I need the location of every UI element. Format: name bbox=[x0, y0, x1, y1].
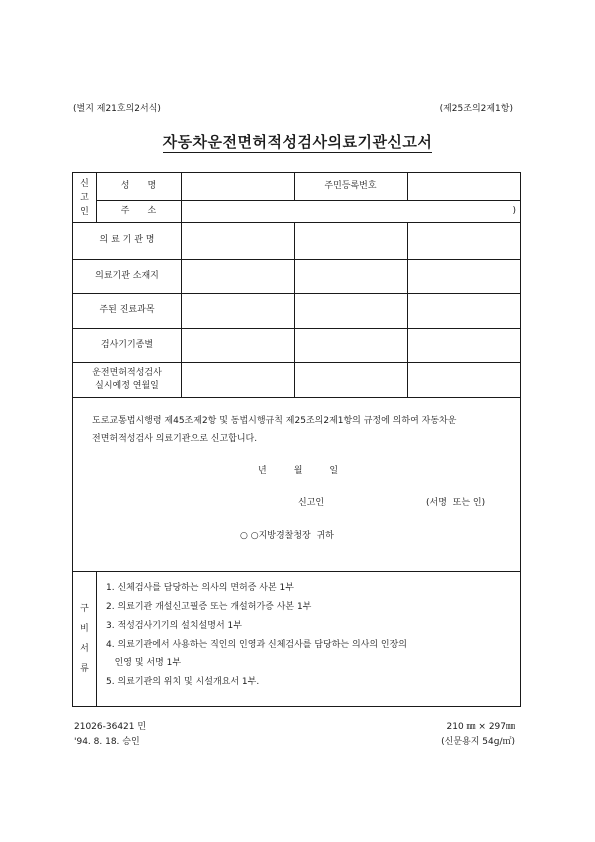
institution-name-field-2[interactable] bbox=[294, 222, 407, 259]
main-department-field-3[interactable] bbox=[407, 293, 520, 328]
signature-note: (서명 또는 인) bbox=[426, 498, 486, 508]
applicant-sign-label: 신고인 bbox=[298, 498, 325, 508]
address-label: 주 소 bbox=[120, 205, 157, 216]
institution-location-label: 의료기관 소재지 bbox=[95, 270, 159, 281]
scheduled-date-label: 운전면허적성검사 실시예정 연월일 bbox=[92, 367, 162, 391]
institution-location-field-1[interactable] bbox=[181, 259, 294, 293]
scheduled-date-field-3[interactable] bbox=[407, 362, 520, 397]
main-department-field-1[interactable] bbox=[181, 293, 294, 328]
name-field[interactable] bbox=[181, 173, 294, 200]
institution-location-field-2[interactable] bbox=[294, 259, 407, 293]
declaration-text: 도로교통법시행령 제45조제2항 및 동법시행규칙 제25조의2제1항의 규정에 의하여 자동차운 전면허적성검사 의료기관으로 신고합니다. bbox=[92, 416, 457, 444]
equipment-type-label: 검사기기종별 bbox=[100, 339, 154, 350]
institution-name-field-1[interactable] bbox=[181, 222, 294, 259]
equipment-type-field-1[interactable] bbox=[181, 328, 294, 362]
equipment-type-field-2[interactable] bbox=[294, 328, 407, 362]
rrn-field[interactable] bbox=[407, 173, 520, 200]
form-number: (별지 제21호의2서식) bbox=[73, 104, 161, 114]
institution-name-field-3[interactable] bbox=[407, 222, 520, 259]
institution-name-label: 의 료 기 관 명 bbox=[99, 235, 155, 245]
attachment-item: 인영 및 서명 1부 bbox=[106, 658, 182, 668]
address-suffix: ) bbox=[512, 205, 516, 216]
main-department-field-2[interactable] bbox=[294, 293, 407, 328]
addressee: ○ ○지방경찰청장 귀하 bbox=[240, 531, 334, 541]
form-title: 자동차운전면허적성검사의료기관신고서 bbox=[162, 133, 433, 151]
scheduled-date-field-2[interactable] bbox=[294, 362, 407, 397]
attachment-item: 2. 의료기관 개설신고필증 또는 개설허가증 사본 1부 bbox=[106, 602, 312, 612]
main-department-label: 주된 진료과목 bbox=[99, 305, 155, 315]
institution-location-field-3[interactable] bbox=[407, 259, 520, 293]
rrn-label: 주민등록번호 bbox=[324, 181, 377, 191]
applicant-group-label: 신 고 인 bbox=[80, 178, 89, 217]
footer-paper-type: (신문용지 54g/㎡) bbox=[441, 737, 515, 747]
equipment-type-field-3[interactable] bbox=[407, 328, 520, 362]
attachment-item: 4. 의료기관에서 사용하는 직인의 인영과 신체검사를 담당하는 의사의 인장의 bbox=[106, 640, 407, 650]
attachments-group-label: 구 비 서 류 bbox=[80, 603, 89, 674]
scheduled-date-field-1[interactable] bbox=[181, 362, 294, 397]
footer-code: 21026-36421 민 bbox=[74, 722, 147, 732]
attachment-item: 3. 적성검사기기의 설치설명서 1부 bbox=[106, 621, 242, 631]
footer-approval: '94. 8. 18. 승인 bbox=[74, 737, 140, 747]
name-label: 성 명 bbox=[120, 181, 157, 191]
attachment-item: 5. 의료기관의 위치 및 시설개요서 1부. bbox=[106, 677, 260, 687]
address-field[interactable] bbox=[181, 200, 520, 222]
date-line: 년 월 일 bbox=[258, 466, 339, 476]
legal-basis: (제25조의2제1항) bbox=[439, 104, 513, 114]
footer-paper-size: 210 ㎜ × 297㎜ bbox=[446, 722, 515, 732]
attachment-item: 1. 신체검사를 담당하는 의사의 면허증 사본 1부 bbox=[106, 583, 294, 593]
